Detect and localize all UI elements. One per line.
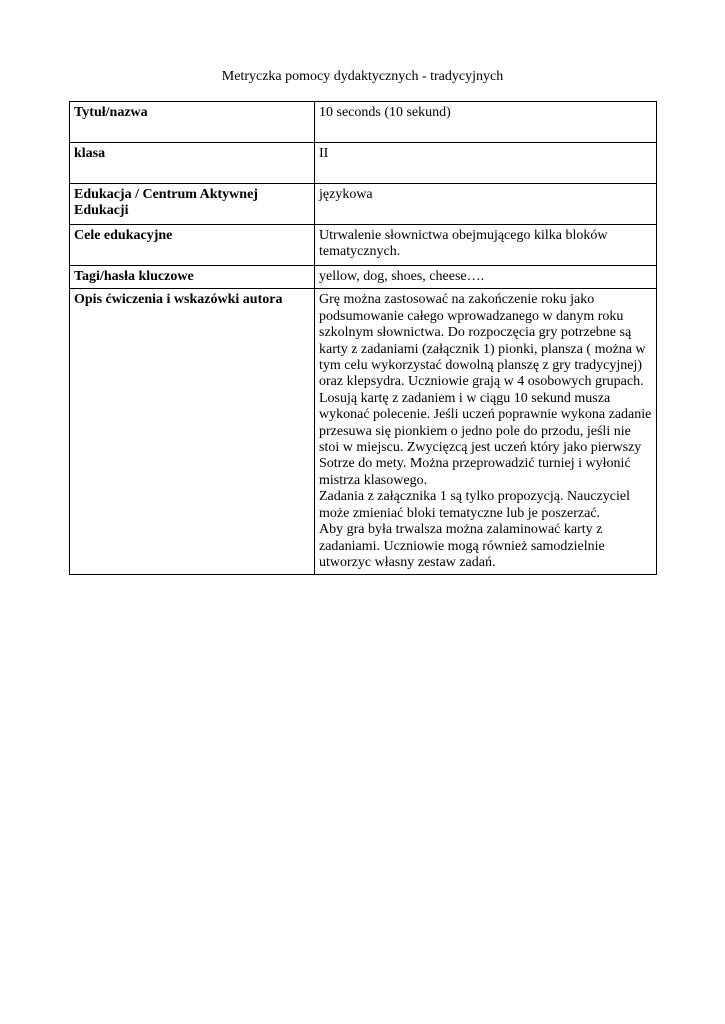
- row-value: Utrwalenie słownictwa obejmującego kilka bloków tematycznych.: [315, 225, 657, 266]
- row-label: klasa: [70, 143, 315, 184]
- table-row-education: [70, 184, 657, 225]
- table-row-description: [70, 289, 657, 575]
- row-label: Edukacja / Centrum Aktywnej Edukacji: [70, 184, 315, 225]
- row-value: 10 seconds (10 sekund): [315, 102, 657, 143]
- table-row-title: [70, 102, 657, 143]
- document-title: Metryczka pomocy dydaktycznych - tradycyjnych: [221, 69, 504, 84]
- row-label: Cele edukacyjne: [70, 225, 315, 266]
- description-paragraph: Aby gra była trwalsza można zalaminować karty z zadaniami. Uczniowie mogą również samodzielnie utworzyc własny zestaw zadań.: [319, 522, 605, 570]
- row-label: Tagi/hasła kluczowe: [70, 266, 315, 289]
- metadata-table: [69, 101, 657, 575]
- table-row-class: [70, 143, 657, 184]
- row-value-description: [315, 289, 657, 575]
- row-value: yellow, dog, shoes, cheese….: [315, 266, 657, 289]
- row-value: językowa: [315, 184, 657, 225]
- row-label: Tytuł/nazwa: [70, 102, 315, 143]
- row-label: Opis ćwiczenia i wskazówki autora: [70, 289, 315, 575]
- description-paragraph: Zadania z załącznika 1 są tylko propozycją. Nauczyciel może zmieniać bloki tematyczne lub je poszerzać.: [319, 489, 630, 521]
- row-value: II: [315, 143, 657, 184]
- table-row-goals: [70, 225, 657, 266]
- description-paragraph: Grę można zastosować na zakończenie roku jako podsumowanie całego wprowadzanego w danym roku szkolnym słownictwa. Do rozpoczęcia gry potrzebne są karty z zadaniami (załącznik 1) pionki, plansza ( można w tym celu wykorzystać dowolną planszę z gry tradycyjnej) oraz klepsydra. Uczniowie grają w 4 osobowych grupach. Losują kartę z zadaniem i w ciągu 10 sekund musza wykonać polecenie. Jeśli uczeń poprawnie wykona zadanie przesuwa się pionkiem o jedno pole do przodu, jeśli nie stoi w miejscu. Zwycięzcą jest uczeń który jako pierwszy Sotrze do mety. Można przeprowadzić turniej i wyłonić mistrza klasowego.: [319, 292, 652, 488]
- table-row-tags: [70, 266, 657, 289]
